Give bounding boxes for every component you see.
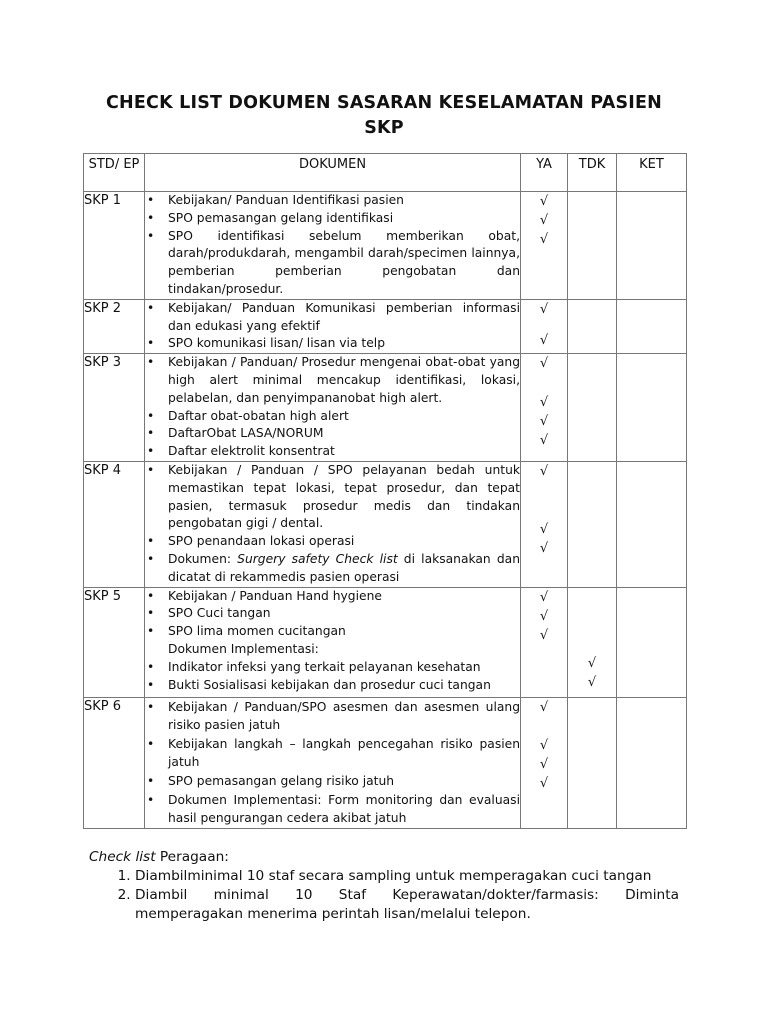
checkmark: √: [539, 432, 549, 448]
checkmark: √: [539, 356, 549, 372]
list-item: • SPO lima momen cucitangan: [168, 623, 520, 641]
ket-cell: [617, 299, 687, 353]
ya-cell: [521, 299, 568, 353]
document-cell: [145, 299, 521, 353]
checkmark: √: [539, 776, 549, 792]
list-item: • SPO pemasangan gelang risiko jatuh: [168, 772, 520, 791]
ket-cell: [617, 354, 687, 462]
list-item: [168, 551, 520, 587]
ya-cell: [521, 697, 568, 828]
checkmark: √: [587, 674, 597, 690]
header-dokumen: DOKUMEN: [145, 154, 521, 192]
document-cell: [145, 587, 521, 697]
checkmark: √: [539, 413, 549, 429]
list-item: • Kebijakan / Panduan / SPO pelayanan bedah untuk memastikan tepat lokasi, tepat prosedur, dan tepat pasien, termasuk prosedur medis dan tindakan pengobatan gigi / dental.: [168, 462, 520, 533]
tdk-cell: [568, 192, 617, 300]
tdk-cell: [568, 299, 617, 353]
checkmark: √: [587, 655, 597, 671]
checkmark: √: [539, 301, 549, 317]
checkmark: √: [539, 394, 549, 410]
checkmark: √: [539, 232, 549, 248]
table-row: [84, 697, 687, 828]
list-item: • Kebijakan langkah – langkah pencegahan risiko pasien jatuh: [168, 735, 520, 772]
ya-cell: [521, 587, 568, 697]
table-row: [84, 354, 687, 462]
list-item: • Kebijakan/ Panduan Komunikasi pemberian informasi dan edukasi yang efektif: [168, 300, 520, 336]
peragaan-notes: [89, 848, 679, 924]
document-title: CHECK LIST DOKUMEN SASARAN KESELAMATAN PASIEN: [106, 93, 662, 113]
ya-cell: [521, 192, 568, 300]
list-item: • Bukti Sosialisasi kebijakan dan prosedur cuci tangan: [168, 677, 520, 695]
list-item: • DaftarObat LASA/NORUM: [168, 425, 520, 443]
tdk-cell: [568, 354, 617, 462]
checkmark: √: [539, 757, 549, 773]
checkmark: √: [539, 213, 549, 229]
std-cell: SKP 5: [84, 587, 145, 697]
list-item: • Indikator infeksi yang terkait pelayanan kesehatan: [168, 659, 520, 677]
checkmark: √: [539, 737, 549, 753]
header-ket: KET: [617, 154, 687, 192]
list-item: • Kebijakan/ Panduan Identifikasi pasien: [168, 192, 520, 210]
list-item: 2. Diambil minimal 10 Staf Keperawatan/dokter/farmasis: Diminta memperagakan menerima perintah lisan/melalui telepon.: [135, 886, 679, 924]
checkmark: √: [539, 589, 549, 605]
list-item: • SPO komunikasi lisan/ lisan via telp: [168, 335, 520, 353]
list-item: • Dokumen Implementasi: Form monitoring dan evaluasi hasil pengurangan cedera akibat jatuh: [168, 791, 520, 828]
document-prefix: Dokumen:: [168, 551, 238, 566]
list-item: • Daftar obat-obatan high alert: [168, 408, 520, 426]
notes-heading-italic: Check list: [89, 849, 156, 865]
notes-heading: [89, 848, 679, 867]
list-item: • Kebijakan / Panduan/ Prosedur mengenai obat-obat yang high alert minimal mencakup identifikasi, lokasi, pelabelan, dan penyimpananobat high alert.: [168, 354, 520, 407]
header-ya: YA: [521, 154, 568, 192]
checkmark: √: [539, 627, 549, 643]
checkmark: √: [539, 699, 549, 715]
checkmark-spacer: [521, 717, 567, 736]
checkmark: √: [539, 521, 549, 537]
surgery-checklist-term: Surgery safety Check list: [237, 551, 398, 566]
std-cell: SKP 3: [84, 354, 145, 462]
document-suffix: di laksanakan dan dicatat di rekammedis pasien operasi: [168, 551, 520, 584]
checkmark-spacer: [521, 319, 567, 331]
document-cell: [145, 192, 521, 300]
std-cell: SKP 2: [84, 299, 145, 353]
tdk-cell: [568, 587, 617, 697]
checkmark-spacer: [521, 481, 567, 500]
ya-cell: [521, 461, 568, 587]
list-item: • SPO pemasangan gelang identifikasi: [168, 210, 520, 228]
list-item: 1. Diambilminimal 10 staf secara sampling untuk memperagakan cuci tangan: [135, 867, 679, 886]
std-cell: SKP 6: [84, 697, 145, 828]
header-std-ep: STD/ EP: [84, 154, 145, 192]
list-item: Dokumen Implementasi:: [168, 641, 319, 656]
ket-cell: [617, 461, 687, 587]
list-item: • Daftar elektrolit konsentrat: [168, 443, 520, 461]
checklist-table: [83, 153, 687, 829]
checkmark: [521, 373, 567, 392]
table-row: [84, 192, 687, 300]
tdk-cell: [568, 461, 617, 587]
document-subtitle: SKP: [364, 118, 404, 138]
list-item: • Kebijakan / Panduan/SPO asesmen dan asesmen ulang risiko pasien jatuh: [168, 698, 520, 735]
header-tdk: TDK: [568, 154, 617, 192]
list-item: • SPO penandaan lokasi operasi: [168, 533, 520, 551]
table-row: [84, 587, 687, 697]
notes-heading-text: Peragaan:: [155, 849, 229, 865]
table-row: [84, 461, 687, 587]
list-item: • Kebijakan / Panduan Hand hygiene: [168, 588, 520, 606]
tdk-cell: [568, 697, 617, 828]
checkmark: √: [539, 194, 549, 209]
checkmark: √: [539, 463, 549, 479]
list-item: • SPO Cuci tangan: [168, 605, 520, 623]
document-cell: [145, 461, 521, 587]
ket-cell: [617, 697, 687, 828]
checkmark-spacer: [568, 588, 616, 654]
checkmark: √: [539, 332, 549, 348]
ket-cell: [617, 192, 687, 300]
std-cell: SKP 4: [84, 461, 145, 587]
document-cell: [145, 697, 521, 828]
std-cell: SKP 1: [84, 192, 145, 300]
document-cell: [145, 354, 521, 462]
ket-cell: [617, 587, 687, 697]
checkmark-spacer: [521, 500, 567, 519]
checkmark: √: [539, 608, 549, 624]
checkmark: √: [539, 540, 549, 556]
list-item: • SPO identifikasi sebelum memberikan obat, darah/produkdarah, mengambil darah/specimen lainnya, pemberian pemberian pengobatan dan tindakan/prosedur.: [168, 228, 520, 299]
ya-cell: [521, 354, 568, 462]
notes-list: [89, 867, 679, 924]
table-row: [84, 299, 687, 353]
